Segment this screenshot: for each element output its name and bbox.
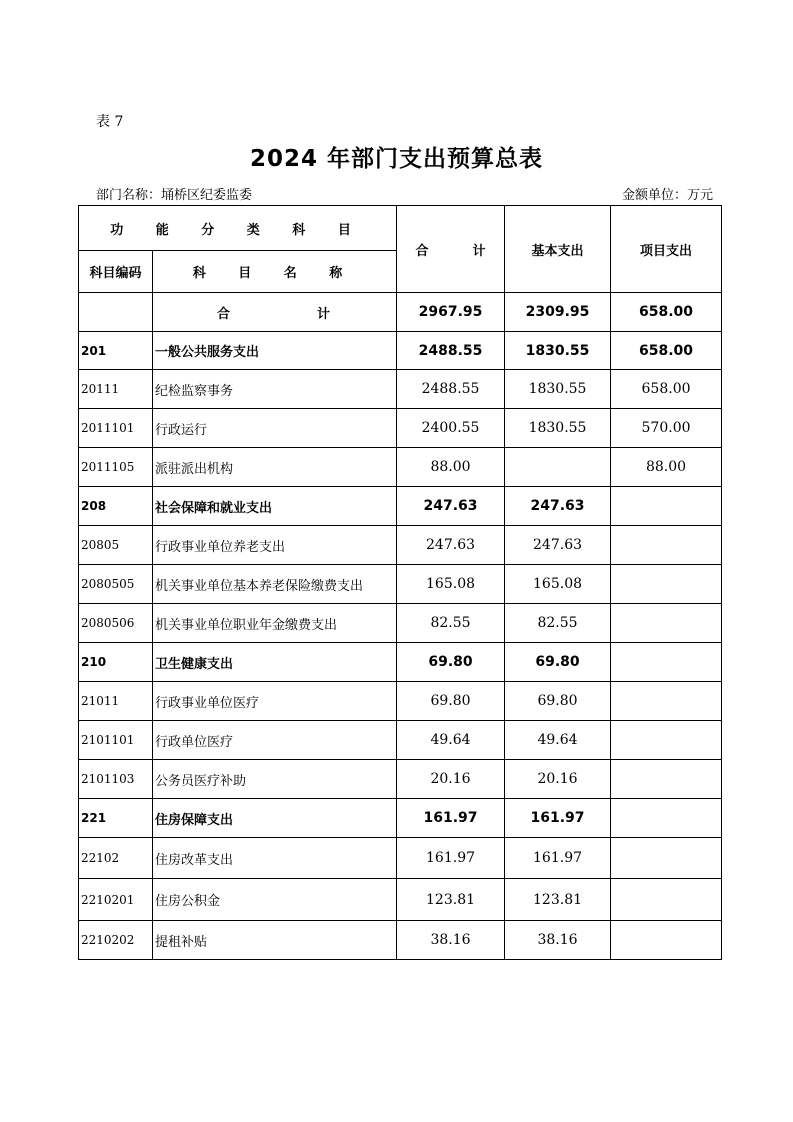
row-basic: 20.16 [505,760,611,799]
row-total: 38.16 [397,921,505,960]
header-basic-expenditure: 基本支出 [505,206,611,293]
row-code: 2011101 [79,409,153,448]
row-project [611,879,722,921]
table-row [79,879,722,921]
header-project-expenditure: 项目支出 [611,206,722,293]
table-row [79,604,722,643]
row-project [611,604,722,643]
row-name: 住房公积金 [153,879,397,921]
row-code: 2101103 [79,760,153,799]
row-basic: 161.97 [505,838,611,879]
table-row [79,838,722,879]
table-row [79,682,722,721]
row-project [611,526,722,565]
row-code: 2101101 [79,721,153,760]
summary-total: 2967.95 [397,293,505,332]
row-name: 机关事业单位职业年金缴费支出 [153,604,397,643]
row-project [611,682,722,721]
row-total: 2488.55 [397,370,505,409]
row-total: 69.80 [397,682,505,721]
row-basic: 82.55 [505,604,611,643]
row-basic: 161.97 [505,799,611,838]
row-total: 247.63 [397,487,505,526]
row-project [611,921,722,960]
row-basic: 38.16 [505,921,611,960]
summary-code-cell [79,293,153,332]
row-basic: 69.80 [505,643,611,682]
table-row [79,370,722,409]
row-name: 提租补贴 [153,921,397,960]
row-project: 88.00 [611,448,722,487]
summary-project: 658.00 [611,293,722,332]
row-basic: 247.63 [505,487,611,526]
row-project [611,721,722,760]
department-label: 部门名称：埇桥区纪委监委 [96,188,253,203]
row-name: 公务员医疗补助 [153,760,397,799]
table-row [79,721,722,760]
table-row [79,643,722,682]
summary-basic: 2309.95 [505,293,611,332]
row-total: 165.08 [397,565,505,604]
row-code: 2011105 [79,448,153,487]
row-code: 20805 [79,526,153,565]
row-name: 住房保障支出 [153,799,397,838]
table-row [79,760,722,799]
summary-row [79,293,722,332]
row-basic [505,448,611,487]
row-total: 2488.55 [397,332,505,370]
row-code: 20111 [79,370,153,409]
row-total: 161.97 [397,799,505,838]
row-project [611,760,722,799]
row-name: 社会保障和就业支出 [153,487,397,526]
header-total: 合 计 [397,206,505,293]
row-code: 208 [79,487,153,526]
header-function-classification: 功 能 分 类 科 目 [79,206,397,251]
budget-table [78,205,722,960]
summary-label: 合 计 [153,293,397,332]
header-subject-code: 科目编码 [79,251,153,293]
page-title: 2024 年部门支出预算总表 [249,146,544,172]
row-basic: 1830.55 [505,370,611,409]
row-basic: 123.81 [505,879,611,921]
row-code: 201 [79,332,153,370]
row-project [611,799,722,838]
row-name: 机关事业单位基本养老保险缴费支出 [153,565,397,604]
row-name: 行政事业单位养老支出 [153,526,397,565]
amount-unit-label: 金额单位：万元 [622,188,714,203]
row-total: 69.80 [397,643,505,682]
table-row [79,448,722,487]
table-row [79,565,722,604]
row-project: 658.00 [611,332,722,370]
row-name: 派驻派出机构 [153,448,397,487]
row-code: 2210202 [79,921,153,960]
table-number: 表 7 [96,114,124,130]
row-project: 658.00 [611,370,722,409]
row-code: 2080506 [79,604,153,643]
table-row [79,526,722,565]
row-total: 2400.55 [397,409,505,448]
row-code: 210 [79,643,153,682]
row-total: 20.16 [397,760,505,799]
row-code: 22102 [79,838,153,879]
table-row [79,487,722,526]
row-project: 570.00 [611,409,722,448]
row-code: 2080505 [79,565,153,604]
row-project [611,643,722,682]
row-code: 2210201 [79,879,153,921]
row-name: 行政运行 [153,409,397,448]
row-total: 247.63 [397,526,505,565]
row-total: 123.81 [397,879,505,921]
row-basic: 1830.55 [505,409,611,448]
row-basic: 69.80 [505,682,611,721]
row-name: 住房改革支出 [153,838,397,879]
row-total: 88.00 [397,448,505,487]
row-basic: 165.08 [505,565,611,604]
row-code: 221 [79,799,153,838]
header-subject-name: 科 目 名 称 [153,251,397,293]
table-row [79,799,722,838]
row-project [611,838,722,879]
table-row [79,921,722,960]
row-name: 行政事业单位医疗 [153,682,397,721]
row-name: 行政单位医疗 [153,721,397,760]
row-total: 161.97 [397,838,505,879]
row-name: 一般公共服务支出 [153,332,397,370]
row-basic: 49.64 [505,721,611,760]
table-row [79,409,722,448]
row-total: 49.64 [397,721,505,760]
table-row [79,332,722,370]
row-basic: 247.63 [505,526,611,565]
row-name: 卫生健康支出 [153,643,397,682]
row-total: 82.55 [397,604,505,643]
row-project [611,565,722,604]
row-basic: 1830.55 [505,332,611,370]
row-code: 21011 [79,682,153,721]
row-name: 纪检监察事务 [153,370,397,409]
row-project [611,487,722,526]
